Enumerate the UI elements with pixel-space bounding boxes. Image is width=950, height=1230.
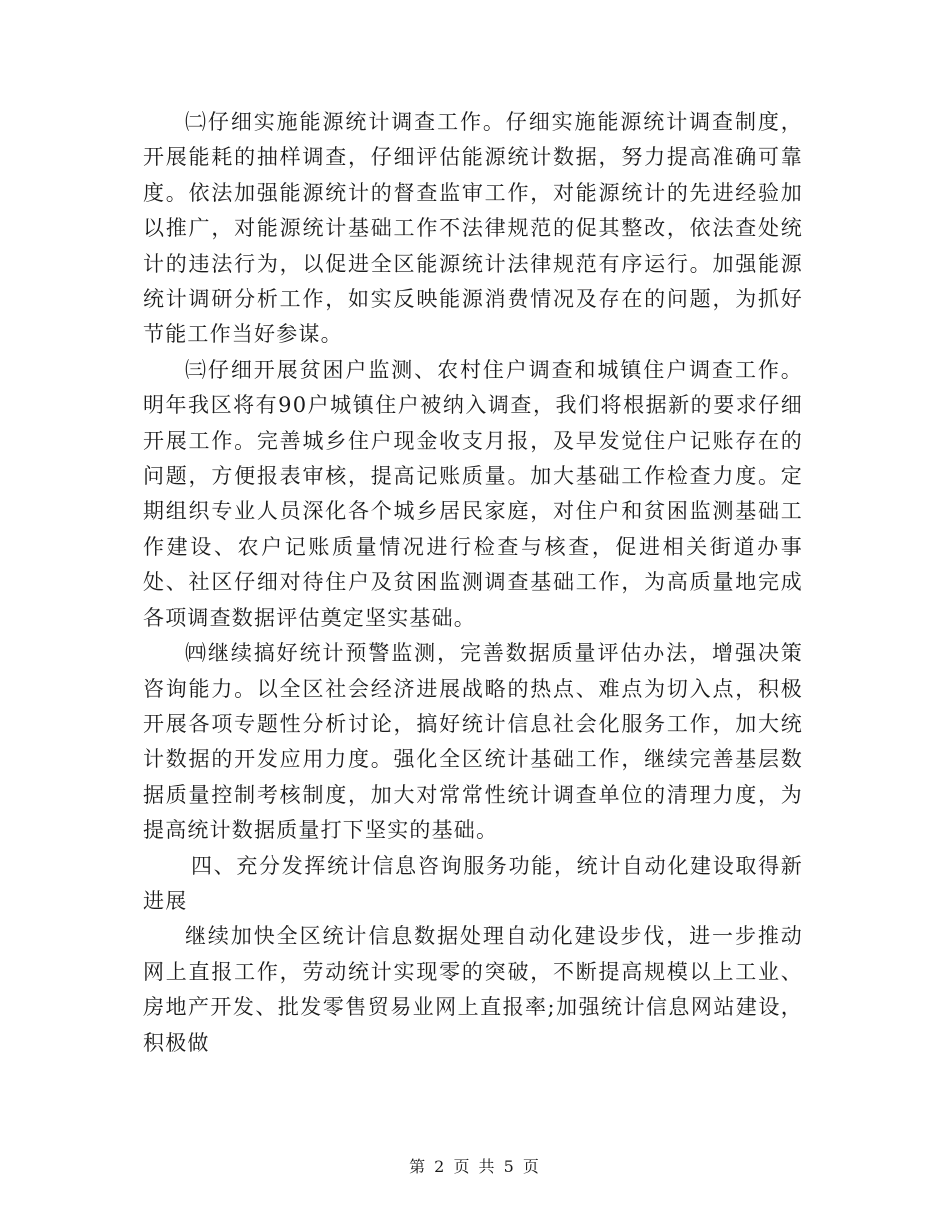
page-number-footer: 第 2 页 共 5 页	[409, 1157, 541, 1176]
section-heading-four: 四、充分发挥统计信息咨询服务功能，统计自动化建设取得新进展	[143, 853, 803, 913]
document-body	[143, 105, 803, 1061]
paragraph-early-warning-monitoring: ㈣继续搞好统计预警监测，完善数据质量评估办法，增强决策咨询能力。以全区社会经济进展战略的热点、难点为切入点，积极开展各项专题性分析讨论，搞好统计信息社会化服务工作，加大统计数据的开发应用力度。强化全区统计基础工作，继续完善基层数据质量控制考核制度，加大对常常性统计调查单位的清理力度，为提高统计数据质量打下坚实的基础。	[143, 641, 803, 843]
paragraph-automation-construction: 继续加快全区统计信息数据处理自动化建设步伐，进一步推动网上直报工作，劳动统计实现零的突破，不断提高规模以上工业、房地产开发、批发零售贸易业网上直报率;加强统计信息网站建设，积极做	[143, 924, 803, 1055]
paragraph-energy-statistics: ㈡仔细实施能源统计调查工作。仔细实施能源统计调查制度，开展能耗的抽样调查，仔细评估能源统计数据，努力提高准确可靠度。依法加强能源统计的督查监审工作，对能源统计的先进经验加以推广，对能源统计基础工作不法律规范的促其整改，依法查处统计的违法行为，以促进全区能源统计法律规范有序运行。加强能源统计调研分析工作，如实反映能源消费情况及存在的问题，为抓好节能工作当好参谋。	[143, 110, 803, 347]
paragraph-household-survey: ㈢仔细开展贫困户监测、农村住户调查和城镇住户调查工作。明年我区将有90户城镇住户被纳入调查，我们将根据新的要求仔细开展工作。完善城乡住户现金收支月报，及早发觉住户记账存在的问题，方便报表审核，提高记账质量。加大基础工作检查力度。定期组织专业人员深化各个城乡居民家庭，对住户和贫困监测基础工作建设、农户记账质量情况进行检查与核查，促进相关街道办事处、社区仔细对待住户及贫困监测调查基础工作，为高质量地完成各项调查数据评估奠定坚实基础。	[143, 357, 803, 630]
